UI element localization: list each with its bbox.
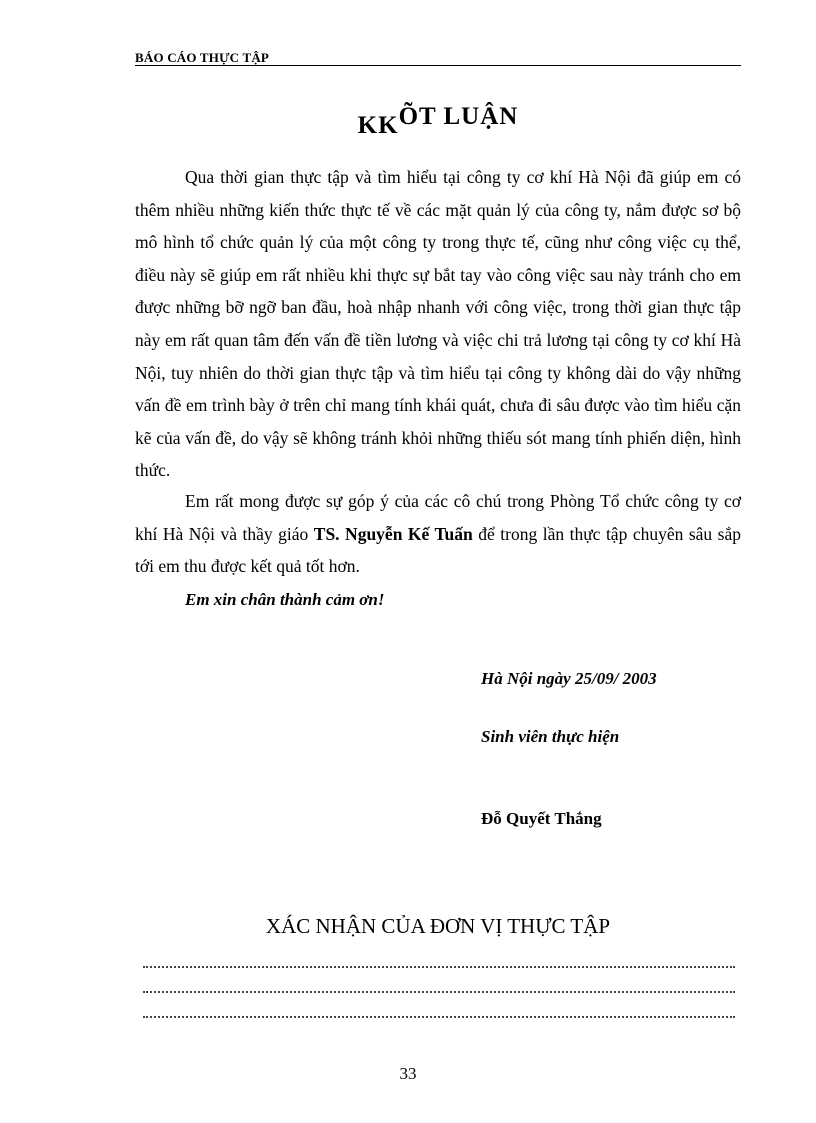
title-sup: ÕT LUẬN bbox=[398, 103, 519, 130]
paragraph-2-before: Em rất mong được sự góp ý của các cô chú trong Phòng Tổ chức công ty cơ khí Hà Nội và thầy giáo bbox=[135, 491, 741, 544]
signature-date: Hà Nội ngày 25/09/ 2003 bbox=[481, 669, 657, 688]
page-header bbox=[135, 50, 741, 66]
page-number: 33 bbox=[399, 1064, 417, 1083]
page-title bbox=[135, 103, 741, 140]
signature-name: Đỗ Quyết Thắng bbox=[481, 809, 602, 828]
conclusion-paragraph-2 bbox=[135, 485, 741, 583]
confirmation-title: XÁC NHẬN CỦA ĐƠN VỊ THỰC TẬP bbox=[265, 914, 611, 938]
paragraph-1-text: Qua thời gian thực tập và tìm hiểu tại công ty cơ khí Hà Nội đã giúp em có thêm nhiều những kiến thức thực tế về các mặt quản lý của công ty, nắm được sơ bộ mô hình tổ chức quản lý của một công ty trong thực tế, cũng như công việc cụ thể, điều này sẽ giúp em rất nhiều khi thực sự bắt tay vào công việc sau này tránh cho em được những bỡ ngỡ ban đầu, hoà nhập nhanh với công việc, trong thời gian thực tập này em rất quan tâm đến vấn đề tiền lương và việc chi trả lương tại công ty cơ khí Hà Nội, tuy nhiên do thời gian thực tập và tìm hiểu tại công ty không dài do vậy những vấn đề em trình bày ở trên chỉ mang tính khái quát, chưa đi sâu được vào tìm hiểu cặn kẽ của vấn đề, do vậy sẽ không tránh khỏi những thiếu sót mang tính phiến diện, hình thức. bbox=[135, 167, 741, 481]
paragraph-2-after: để trong lần thực tập chuyên sâu sắp tới em thu được kết quả tốt hơn. bbox=[135, 523, 741, 577]
conclusion-paragraph-1 bbox=[135, 161, 741, 487]
dotted-line bbox=[143, 966, 735, 968]
thanks-line: Em xin chân thành cảm ơn! bbox=[185, 590, 385, 609]
dotted-line bbox=[143, 991, 735, 993]
dotted-line bbox=[143, 1016, 735, 1018]
signature-role: Sinh viên thực hiện bbox=[481, 727, 620, 746]
advisor-name: TS. Nguyễn Kế Tuấn bbox=[313, 523, 473, 544]
title-main: KK bbox=[357, 112, 399, 139]
header-text: BÁO CÁO THỰC TẬP bbox=[135, 50, 270, 65]
